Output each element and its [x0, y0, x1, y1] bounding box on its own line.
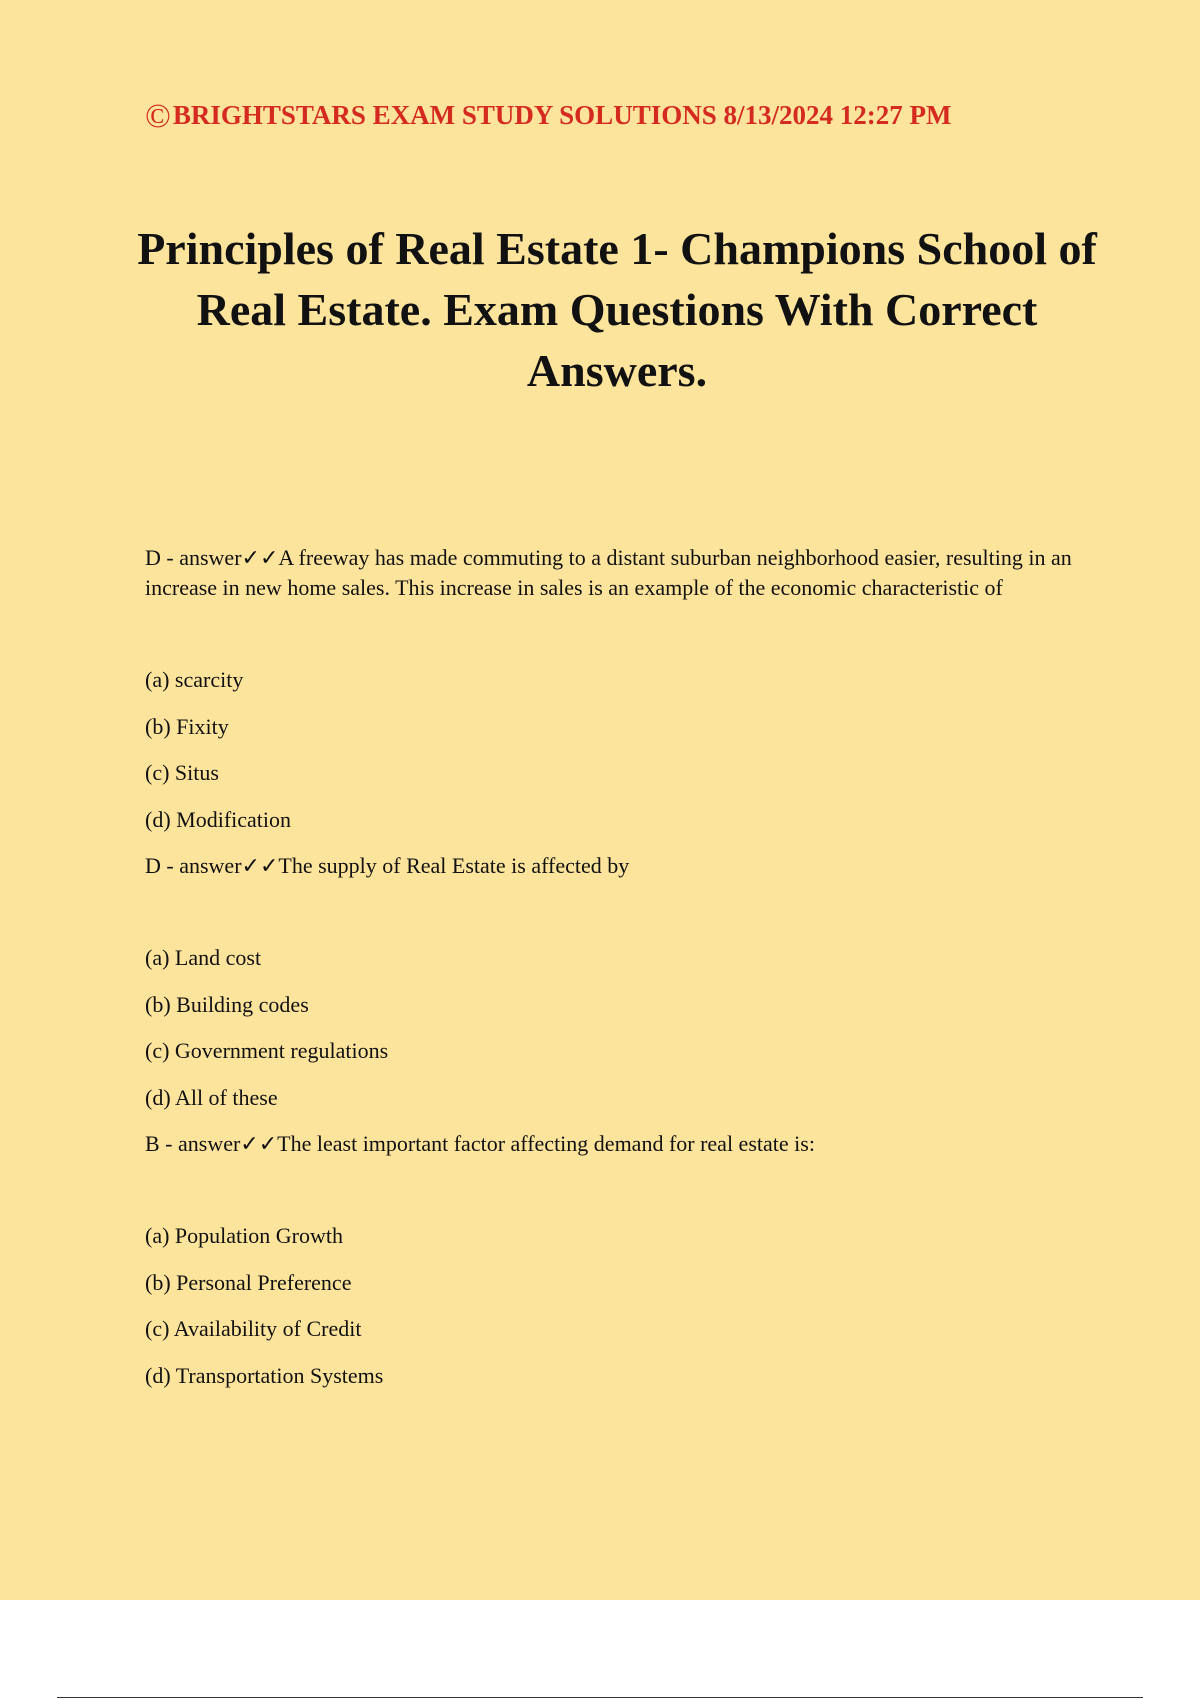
option-item: (a) Land cost — [145, 945, 262, 970]
option-item: (b) Building codes — [145, 991, 309, 1017]
question-block — [145, 543, 1085, 851]
document-title: Principles of Real Estate 1- Champions School of Real Estate. Exam Questions With Correct Answers. — [137, 223, 1097, 396]
header-text: BRIGHTSTARS EXAM STUDY SOLUTIONS 8/13/2024 12:27 PM — [172, 100, 952, 130]
option-item: (c) Availability of Credit — [145, 1316, 362, 1341]
option-item: (a) Population Growth — [145, 1223, 343, 1248]
watermark-header — [145, 98, 951, 136]
options-list — [145, 665, 1085, 851]
option-item: (b) Personal Preference — [145, 1269, 352, 1295]
option-item: (c) Government regulations — [145, 1038, 389, 1063]
question-text: D - answer✓✓The supply of Real Estate is affected by — [145, 853, 630, 878]
questions-list — [145, 543, 1085, 1407]
question-text: D - answer✓✓A freeway has made commuting to a distant suburban neighborhood easier, resulting in an increase in new home sales. This increase in sales is an example of the economic characteristic of — [145, 545, 1072, 600]
page-divider — [57, 1697, 1143, 1698]
question-block — [145, 851, 1085, 1129]
question-text: B - answer✓✓The least important factor affecting demand for real estate is: — [145, 1131, 815, 1156]
option-item: (b) Fixity — [145, 713, 229, 739]
question-block — [145, 1129, 1085, 1407]
option-item: (a) scarcity — [145, 667, 244, 692]
option-item: (d) All of these — [145, 1084, 278, 1110]
option-item: (c) Situs — [145, 760, 219, 785]
option-item: (d) Modification — [145, 806, 292, 832]
options-list — [145, 1221, 1085, 1407]
option-item: (d) Transportation Systems — [145, 1362, 384, 1388]
copyright-icon: © — [145, 98, 171, 135]
options-list — [145, 943, 1085, 1129]
